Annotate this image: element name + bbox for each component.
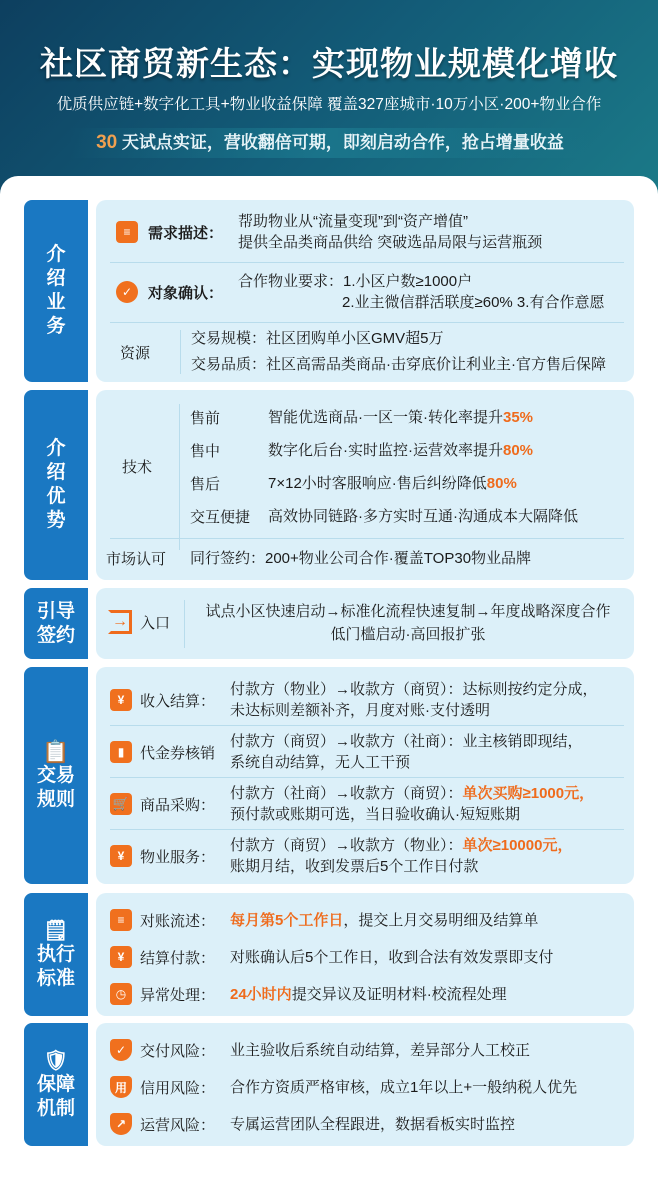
highlight: 单次买购≥1000元，: [462, 785, 595, 802]
row-text: [230, 835, 572, 877]
page-subtitle: 优质供应链+数字化工具+物业收益保障 覆盖327座城市·10万小区·200+物业合作: [56, 96, 602, 113]
section-tab: [24, 1023, 88, 1146]
row-resources: [96, 324, 634, 380]
content-card: [0, 176, 658, 1186]
text-line: 2.业主微信群活联度≥60% 3.有合作意愿: [342, 294, 605, 311]
row-text: [230, 910, 538, 931]
row-label: 交付风险：: [140, 1042, 216, 1060]
text: 对账确认后5个工作日，收到合法有效发票即支付: [230, 948, 554, 966]
text-line: 帮助物业从“流量变现”到“资产增值”: [238, 213, 468, 230]
divider: [184, 600, 185, 648]
text-line: 试点小区快速启动→标准化流程快速复制→年度战略深度合作: [205, 603, 611, 620]
row-text: [230, 984, 507, 1005]
divider: [180, 330, 181, 374]
advantage-text: [268, 473, 517, 494]
text: 智能优选商品·一区一策·转化率提升: [268, 408, 503, 426]
coupon-icon: ▮: [110, 741, 132, 763]
text: ，提交上月交易明细及结算单: [343, 911, 539, 929]
advantage-row: [96, 435, 634, 465]
tab-label: 介绍业务: [46, 244, 66, 337]
tab-label: 介绍优势: [46, 438, 66, 531]
row-target: [96, 264, 634, 320]
advantage-stage: 售中: [190, 442, 221, 460]
row-label: 运营风险：: [140, 1116, 216, 1134]
divider: [110, 538, 624, 539]
section-panel: [96, 667, 634, 884]
clipboard-yuan-icon: 📋: [42, 738, 70, 764]
row-label: 物业服务：: [140, 848, 216, 866]
text: 提交异议及证明材料·校流程处理: [291, 985, 507, 1003]
divider: [110, 829, 624, 830]
guarantee-row: [96, 1109, 634, 1139]
money-bag-icon: ¥: [110, 689, 132, 711]
row-label: 代金券核销: [140, 744, 216, 762]
divider: [110, 322, 624, 323]
text: 付款方（商贸）→收款方（社商）：业主核销即现结，: [230, 733, 583, 750]
text: 付款方（社商）→收款方（商贸）：: [230, 785, 463, 802]
section-tab: [24, 893, 88, 1016]
row-text: [230, 731, 583, 773]
document-icon: ≡: [116, 221, 138, 243]
text: 付款方（商贸）→收款方（物业）：: [230, 837, 463, 854]
section-panel: [96, 893, 634, 1016]
section-panel: [96, 390, 634, 580]
section-trade-rules: [24, 667, 634, 884]
text-line: 合作物业要求：1.小区户数≥1000户: [238, 273, 473, 290]
row-text: 业主验收后系统自动结算，差异部分人工校正: [230, 1041, 531, 1059]
row-text: [230, 783, 594, 825]
guarantee-row: [96, 1072, 634, 1102]
document-search-icon: 🗒: [43, 919, 69, 942]
market-label: 市场认可: [106, 551, 167, 568]
user-check-icon: ✓: [116, 281, 138, 303]
trade-rule-row: [96, 727, 634, 777]
slogan-text: 天试点实证，营收翻倍可期，即刻启动合作，抢占增量收益: [117, 133, 564, 152]
row-text: [191, 326, 606, 378]
row-demand: [96, 206, 634, 258]
section-guarantee: [24, 1023, 634, 1146]
text-line: 系统自动结算，无人工干预: [230, 754, 411, 771]
text-line: 交易品质：社区高需品类商品·击穿底价让利业主·官方售后保障: [191, 356, 606, 373]
row-label: 商品采购：: [140, 796, 216, 814]
row-label: 需求描述：: [148, 224, 224, 242]
row-label: 对象确认：: [148, 284, 224, 302]
divider: [110, 777, 624, 778]
entry-text: [188, 600, 628, 646]
market-text: 同行签约：200+物业公司合作·覆盖TOP30物业品牌: [190, 550, 532, 567]
row-label: 收入结算：: [140, 692, 216, 710]
execution-row: [96, 942, 634, 972]
advantage-text: [268, 440, 533, 461]
divider: [110, 725, 624, 726]
section-tab: [24, 390, 88, 580]
section-tab: [24, 200, 88, 382]
trade-rule-row: [96, 831, 634, 881]
clock-doc-icon: ◷: [110, 983, 132, 1005]
row-text: 合作方资质严格审核，成立1年以上+一般纳税人优先: [230, 1078, 578, 1096]
highlight: 80%: [486, 474, 517, 492]
advantage-row: [96, 501, 634, 531]
section-tab: [24, 667, 88, 884]
page-title: 社区商贸新生态：实现物业规模化增收: [40, 45, 618, 82]
row-text: [230, 679, 598, 721]
tab-label: 引导签约: [36, 600, 75, 646]
enter-icon: →: [108, 610, 132, 634]
highlight: 80%: [503, 441, 534, 459]
trade-rule-row: [96, 779, 634, 829]
row-label: 异常处理：: [140, 986, 216, 1004]
text-line: 预付款或账期可选，当日验收确认·短短账期: [230, 806, 520, 823]
highlight: 24小时内: [230, 985, 292, 1003]
row-text: 专属运营团队全程跟进，数据看板实时监控: [230, 1115, 516, 1133]
section-panel: [96, 200, 634, 382]
execution-row: [96, 905, 634, 935]
text: 7×12小时客服响应·售后纠纷降低: [268, 474, 487, 492]
text: 数字化后台·实时监控·运营效率提升: [268, 441, 503, 459]
slogan-number: 30: [96, 132, 118, 153]
shield-check-icon: ✓: [110, 1039, 132, 1061]
advantage-text: [268, 407, 533, 428]
row-label: 信用风险：: [140, 1079, 216, 1097]
row-label: 对账流述：: [140, 912, 216, 930]
execution-row: [96, 979, 634, 1009]
section-execution: [24, 893, 634, 1016]
shield-credit-icon: 用: [110, 1076, 132, 1098]
text-line: 交易规模：社区团购单小区GMV超5万: [191, 330, 444, 347]
text-line: 账期月结，收到发票后5个工作日付款: [230, 858, 479, 875]
tab-label: 交易规则: [36, 764, 75, 810]
section-business-intro: [24, 200, 634, 382]
text-line: 未达标则差额补齐，月度对账·支付透明: [230, 702, 490, 719]
highlight: 35%: [503, 408, 534, 426]
highlight: 单次≥10000元，: [462, 837, 573, 854]
divider: [110, 262, 624, 263]
row-text: [230, 947, 553, 968]
bill-icon: ≡: [110, 909, 132, 931]
row-label: 资源: [120, 344, 151, 362]
section-panel: [96, 588, 634, 659]
hand-coin-icon: ¥: [110, 845, 132, 867]
cart-icon: 🛒: [110, 793, 132, 815]
advantage-row: [96, 468, 634, 498]
advantage-stage: 售前: [190, 409, 221, 427]
section-tab: [24, 588, 88, 659]
shield-check-icon: 🛡: [43, 1049, 69, 1072]
text: 高效协同链路·多方实时互通·沟通成本大隔降低: [268, 507, 578, 525]
tech-label: 技术: [122, 459, 153, 476]
text: 付款方（物业）→收款方（商贸）：达标则按约定分成，: [230, 681, 598, 698]
row-text: [238, 271, 604, 313]
tab-label: 执行标准: [36, 943, 75, 989]
advantage-row: [96, 402, 634, 432]
tab-label: 保障机制: [36, 1073, 75, 1119]
row-label: 结算付款：: [140, 949, 216, 967]
trade-rule-row: [96, 675, 634, 725]
text-line: 低门槛启动·高回报扩张: [330, 626, 486, 643]
header-banner: [0, 0, 658, 200]
chart-monitor-icon: ↗: [110, 1113, 132, 1135]
guarantee-row: [96, 1035, 634, 1065]
highlight: 每月第5个工作日: [230, 911, 344, 929]
row-text: [238, 211, 542, 253]
entry-label: 入口: [140, 615, 171, 632]
advantage-stage: 售后: [190, 475, 221, 493]
text-line: 提供全品类商品供给 突破选品局限与运营瓶颈: [238, 234, 543, 251]
slogan: [70, 128, 590, 158]
section-signing: [24, 588, 634, 659]
advantage-stage: 交互便捷: [190, 508, 251, 526]
section-panel: [96, 1023, 634, 1146]
advantage-text: [268, 506, 578, 527]
wallet-icon: ¥: [110, 946, 132, 968]
section-advantages: [24, 390, 634, 580]
